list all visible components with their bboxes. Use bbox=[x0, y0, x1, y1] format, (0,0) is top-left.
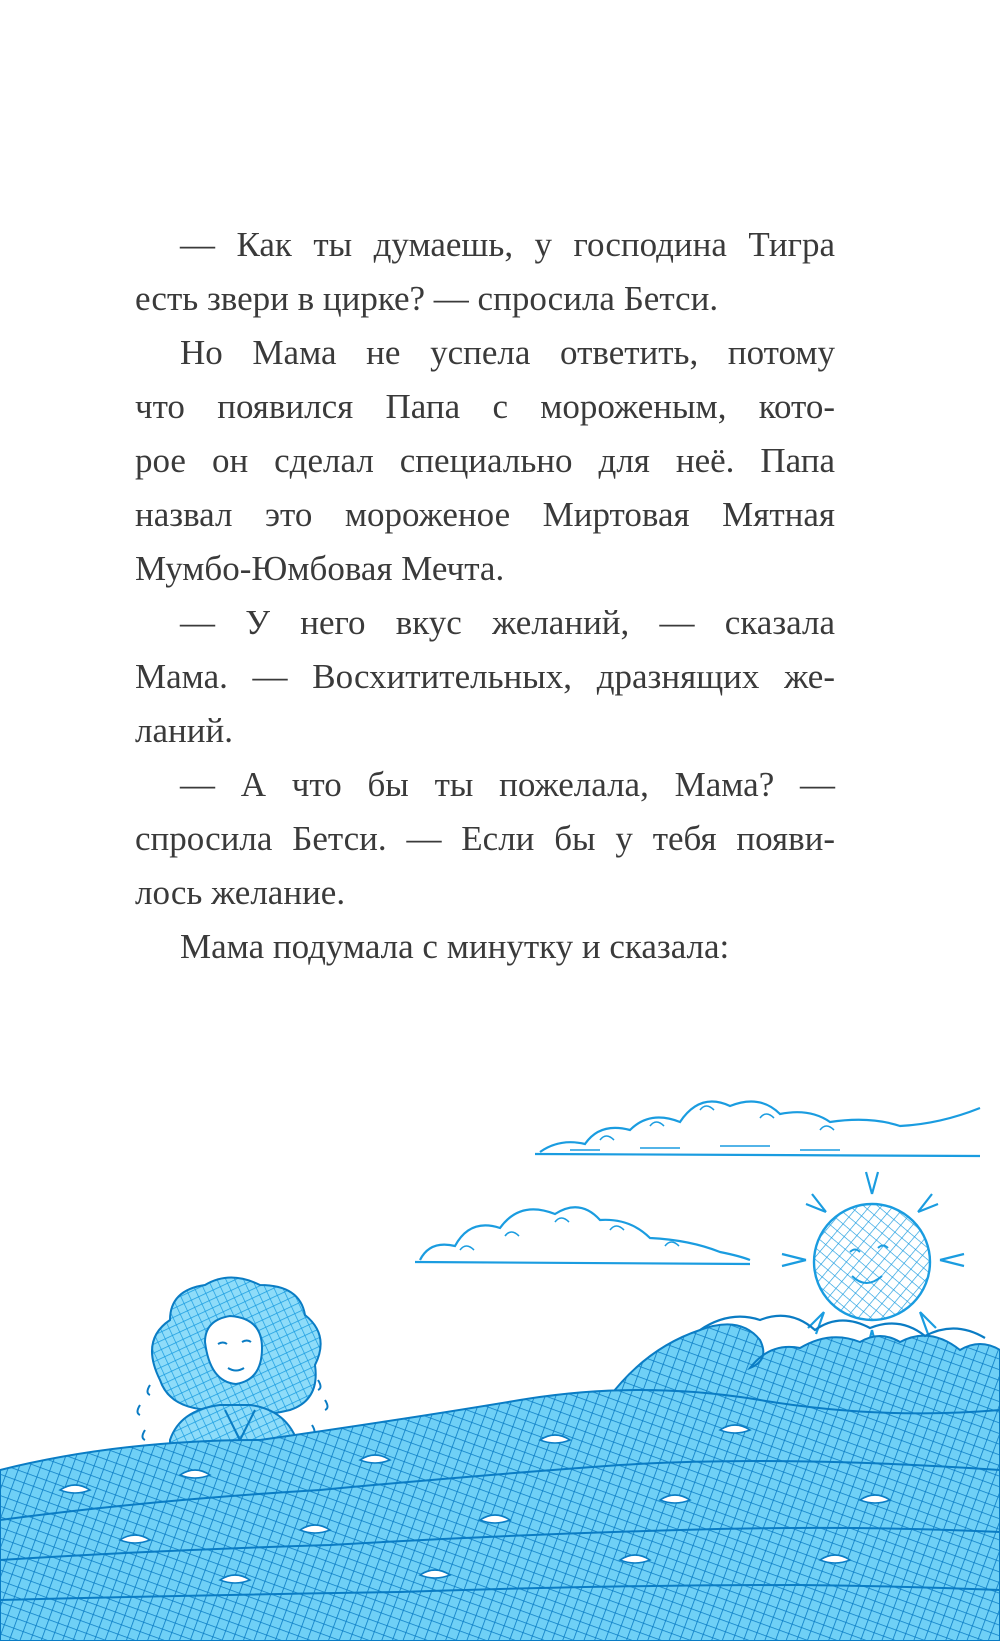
text-line: — Как ты думаешь, у господина Тигра bbox=[180, 225, 835, 264]
text-line: Мама. — Восхитительных, дразнящих же- bbox=[135, 657, 835, 696]
text-line: Но Мама не успела ответить, потому bbox=[180, 333, 835, 372]
text-line: — А что бы ты пожелала, Мама? — bbox=[180, 765, 835, 804]
text-line: ланий. bbox=[135, 711, 233, 750]
text-line: лось желание. bbox=[135, 873, 346, 912]
text-line: Мама подумала с минутку и сказала: bbox=[180, 927, 730, 966]
text-line: назвал это мороженое Миртовая Мятная bbox=[135, 495, 835, 534]
text-line: Мумбо-Юмбовая Мечта. bbox=[135, 549, 505, 588]
text-line: — У него вкус желаний, — сказала bbox=[180, 603, 835, 642]
story-text bbox=[135, 218, 835, 974]
sea-waves bbox=[0, 1316, 1000, 1641]
paragraph-2 bbox=[135, 326, 835, 596]
text-line: что появился Папа с мороженым, кото- bbox=[135, 387, 835, 426]
paragraph-1 bbox=[135, 218, 835, 326]
sea-illustration bbox=[0, 1080, 1000, 1641]
text-line: есть звери в цирке? — спросила Бетси. bbox=[135, 279, 719, 318]
text-line: спросила Бетси. — Если бы у тебя появи- bbox=[135, 819, 835, 858]
paragraph-5 bbox=[135, 920, 835, 974]
text-line: рое он сделал специально для неё. Папа bbox=[135, 441, 835, 480]
paragraph-4 bbox=[135, 758, 835, 920]
paragraph-3 bbox=[135, 596, 835, 758]
cloud-icon bbox=[535, 1102, 980, 1157]
cloud-icon bbox=[415, 1207, 750, 1264]
